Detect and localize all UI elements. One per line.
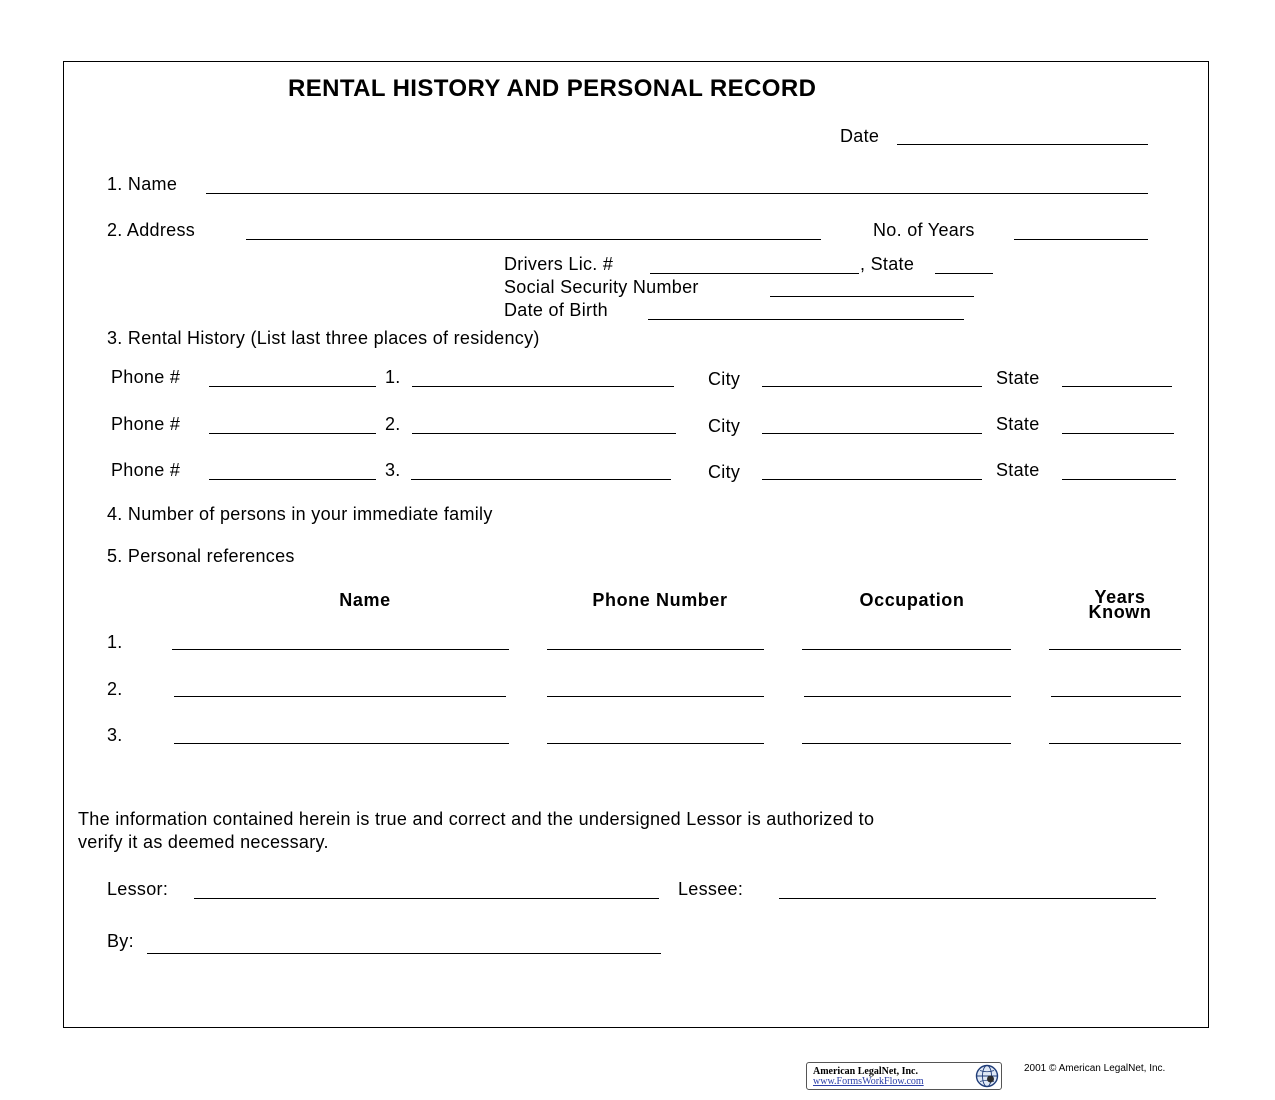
rental-number: 1. [385,367,401,387]
rental-state-label: State [996,368,1040,388]
rental-phone-field[interactable] [209,433,376,434]
name-field[interactable] [206,193,1148,194]
globe-icon [975,1064,999,1088]
rental-state-label: State [996,460,1040,480]
rental-phone-label: Phone # [111,414,181,434]
rental-phone-label: Phone # [111,367,181,387]
rental-number: 3. [385,460,401,480]
ref-phone-field[interactable] [547,649,764,650]
form-frame [63,61,1209,1028]
rental-city-field[interactable] [762,386,982,387]
lessor-signature-field[interactable] [194,898,659,899]
by-label: By: [107,931,134,951]
lessee-label: Lessee: [678,879,744,899]
ref-phone-field[interactable] [547,743,764,744]
ref-header-occupation: Occupation [859,590,965,610]
copyright-text: 2001 © American LegalNet, Inc. [1024,1063,1166,1074]
rental-city-field[interactable] [762,433,982,434]
dob-field[interactable] [648,319,964,320]
ref-row-number: 2. [107,679,123,699]
rental-city-label: City [708,369,741,389]
rental-city-label: City [708,462,741,482]
ref-years-field[interactable] [1049,649,1181,650]
date-label: Date [840,126,880,146]
ssn-label: Social Security Number [504,277,699,297]
form-title: RENTAL HISTORY AND PERSONAL RECORD [288,75,817,102]
address-label: 2. Address [107,220,196,240]
lessor-label: Lessor: [107,879,169,899]
ref-occupation-field[interactable] [804,696,1011,697]
ref-header-years-line1: Years [1094,587,1146,607]
ref-occupation-field[interactable] [802,649,1011,650]
statement-line-1: The information contained herein is true and correct and the undersigned Lessor is authorized to [78,809,875,829]
drivers-state-field[interactable] [935,273,993,274]
years-field[interactable] [1014,239,1148,240]
ref-years-field[interactable] [1049,743,1181,744]
rental-phone-label: Phone # [111,460,181,480]
ref-years-field[interactable] [1051,696,1181,697]
rental-city-label: City [708,416,741,436]
ref-header-years-line2: Known [1088,602,1152,622]
drivers-state-label: , State [860,254,915,274]
logo-company-name: American LegalNet, Inc. [813,1066,918,1077]
ref-occupation-field[interactable] [802,743,1011,744]
american-legalnet-logo[interactable] [806,1062,1002,1090]
ref-phone-field[interactable] [547,696,764,697]
address-field[interactable] [246,239,821,240]
lessee-signature-field[interactable] [779,898,1156,899]
ref-row-number: 3. [107,725,123,745]
rental-state-field[interactable] [1062,433,1174,434]
dob-label: Date of Birth [504,300,608,320]
logo-url-link[interactable]: www.FormsWorkFlow.com [813,1076,924,1087]
drivers-lic-field[interactable] [650,273,859,274]
references-label: 5. Personal references [107,546,295,566]
years-label: No. of Years [873,220,975,240]
ref-header-phone: Phone Number [592,590,728,610]
rental-state-field[interactable] [1062,386,1172,387]
ssn-field[interactable] [770,296,974,297]
rental-address-field[interactable] [412,433,676,434]
rental-city-field[interactable] [762,479,982,480]
rental-history-label: 3. Rental History (List last three places of residency) [107,328,540,348]
family-label: 4. Number of persons in your immediate family [107,504,493,524]
rental-phone-field[interactable] [209,479,376,480]
ref-name-field[interactable] [172,649,509,650]
ref-row-number: 1. [107,632,123,652]
statement-line-2: verify it as deemed necessary. [78,832,329,852]
rental-number: 2. [385,414,401,434]
drivers-lic-label: Drivers Lic. # [504,254,614,274]
rental-state-field[interactable] [1062,479,1176,480]
rental-address-field[interactable] [412,386,674,387]
rental-state-label: State [996,414,1040,434]
name-label: 1. Name [107,174,178,194]
by-signature-field[interactable] [147,953,661,954]
ref-header-name: Name [339,590,391,610]
date-field[interactable] [897,144,1148,145]
rental-phone-field[interactable] [209,386,376,387]
ref-header-years [1070,587,1170,622]
rental-address-field[interactable] [411,479,671,480]
ref-name-field[interactable] [174,696,506,697]
ref-name-field[interactable] [174,743,509,744]
